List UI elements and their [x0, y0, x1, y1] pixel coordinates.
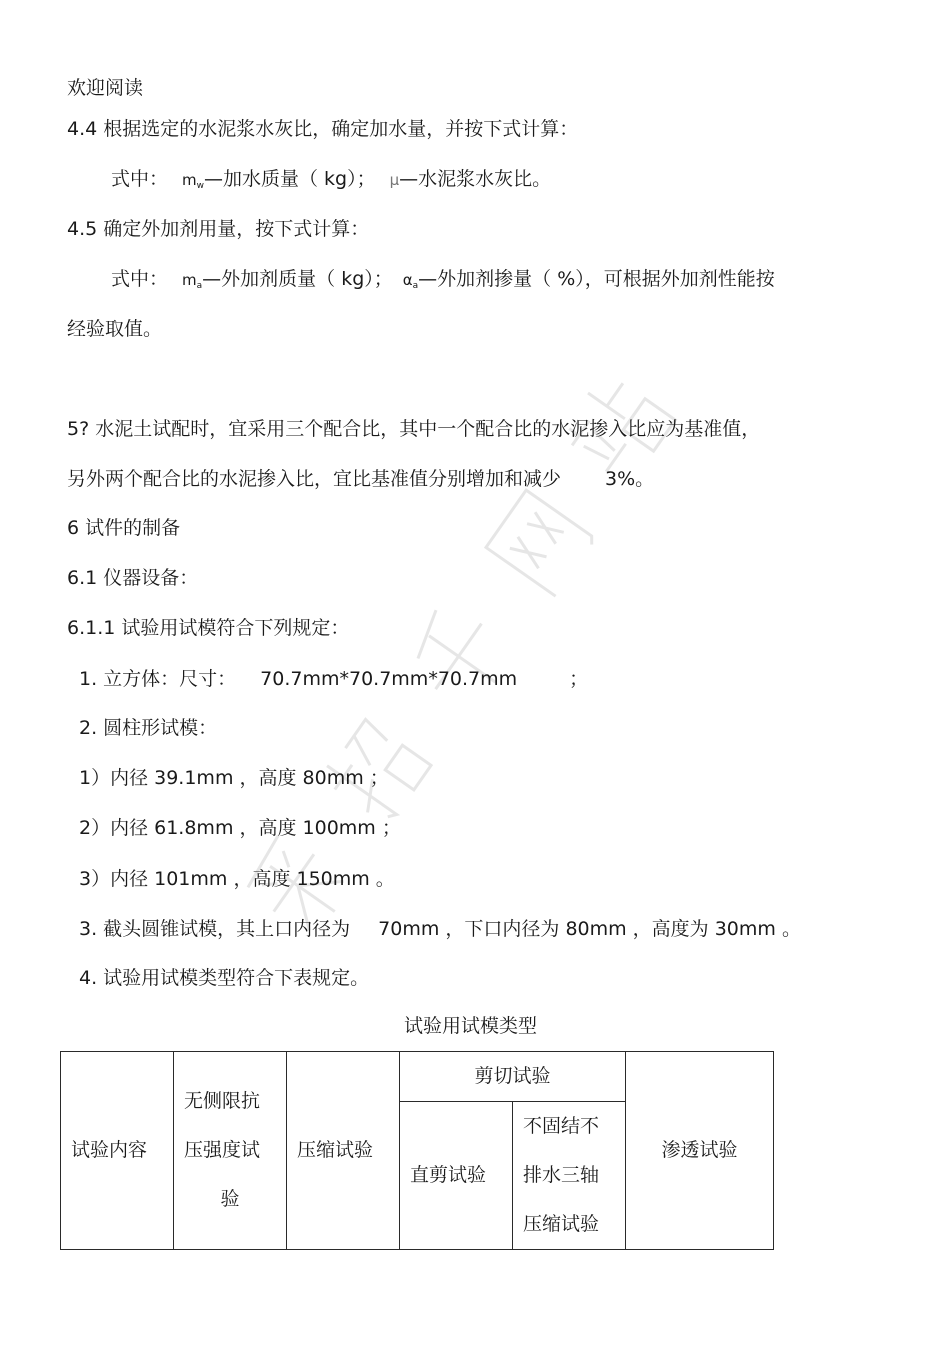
item-2-1: 1）内径 39.1mm ，高度 80mm ；	[79, 767, 389, 789]
table-caption: 试验用试模类型	[404, 1015, 538, 1037]
item-3-sizes: 70mm ，下口内径为 80mm ，高度为 30mm 。	[378, 918, 801, 940]
item-2-2: 2）内径 61.8mm ，高度 100mm ；	[79, 817, 401, 839]
header-uu-l2: 排水三轴	[523, 1164, 600, 1186]
def-mw: —加水质量（ kg）；	[204, 168, 376, 190]
symbol-alpha: α	[402, 271, 413, 289]
item-1-label: 1. 立方体：尺寸：	[79, 668, 237, 690]
clause-5-percent: 3%。	[605, 468, 655, 490]
symbol-mu: μ	[389, 171, 400, 189]
clause-5-line2	[67, 467, 654, 491]
def-ma: —外加剂质量（ kg）；	[202, 268, 393, 290]
header-unconfined-l1: 无侧限抗	[184, 1090, 261, 1112]
mold-type-table	[60, 1051, 774, 1250]
symbol-alpha-sub: a	[412, 281, 419, 291]
item-4-table-ref: 4. 试验用试模类型符合下表规定。	[79, 967, 370, 989]
clause-5-text: 另外两个配合比的水泥掺入比，宜比基准值分别增加和减少	[67, 468, 562, 490]
header-uu-l3: 压缩试验	[523, 1213, 600, 1235]
item-3-cone	[79, 917, 801, 941]
clause-5-line1: 5? 水泥土试配时，宜采用三个配合比，其中一个配合比的水泥掺入比应为基准值，	[67, 418, 761, 440]
item-1-size: 70.7mm*70.7mm*70.7mm	[260, 668, 518, 690]
item-2-3: 3）内径 101mm ，高度 150mm 。	[79, 868, 395, 890]
header-uu-triaxial	[513, 1102, 626, 1250]
page-header: 欢迎阅读	[67, 77, 144, 99]
header-test-content: 试验内容	[61, 1052, 174, 1250]
header-shear: 剪切试验	[400, 1052, 626, 1102]
section-6-1-1-heading: 6.1.1 试验用试模符合下列规定：	[67, 617, 350, 639]
header-uu-l1: 不固结不	[523, 1115, 600, 1137]
section-6-1-heading: 6.1 仪器设备：	[67, 567, 199, 589]
item-1-end: ；	[569, 668, 589, 690]
clause-4-5-where	[111, 267, 775, 298]
def-mu: —水泥浆水灰比。	[399, 168, 552, 190]
symbol-ma-sub: a	[196, 281, 203, 291]
header-unconfined-l2: 压强度试	[184, 1139, 261, 1161]
clause-4-4: 4.4 根据选定的水泥浆水灰比，确定加水量，并按下式计算：	[67, 118, 579, 140]
item-3-label: 3. 截头圆锥试模，其上口内径为	[79, 918, 351, 940]
header-direct-shear: 直剪试验	[400, 1102, 513, 1250]
item-1-cube	[79, 667, 588, 691]
item-2-cylinder: 2. 圆柱形试模：	[79, 717, 218, 739]
header-permeability: 渗透试验	[626, 1052, 774, 1250]
symbol-ma: m	[182, 271, 197, 289]
header-unconfined-compression	[174, 1052, 287, 1250]
where-lead-2: 式中：	[111, 268, 169, 290]
header-unconfined-l3: 验	[220, 1188, 240, 1210]
clause-4-5: 4.5 确定外加剂用量，按下式计算：	[67, 218, 370, 240]
symbol-mw-sub: w	[196, 181, 205, 191]
section-6-heading: 6 试件的制备	[67, 517, 181, 539]
symbol-mw: m	[182, 171, 197, 189]
clause-4-4-where	[111, 167, 551, 198]
header-compression: 压缩试验	[287, 1052, 400, 1250]
clause-4-5-continued: 经验取值。	[67, 318, 163, 340]
def-alpha: —外加剂掺量（ %），可根据外加剂性能按	[418, 268, 775, 290]
where-lead: 式中：	[111, 168, 169, 190]
